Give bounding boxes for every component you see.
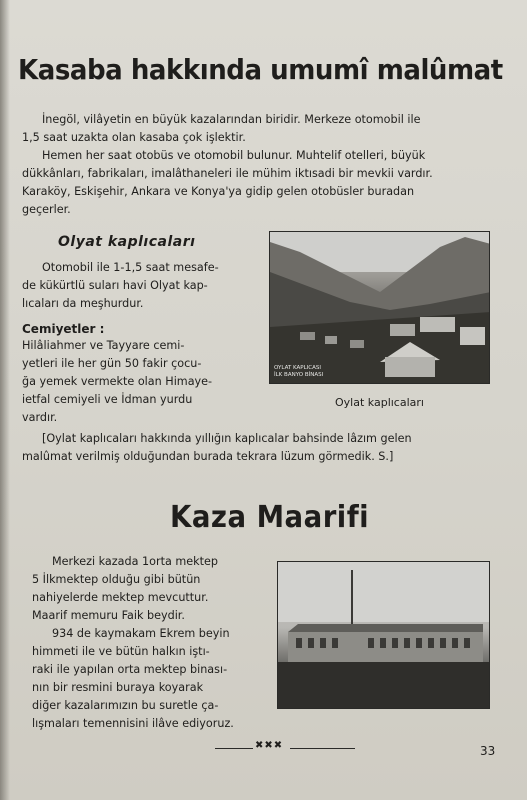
olyat-paragraph [22, 259, 250, 313]
text-line: dükkânları, fabrikaları, imalâthaneleri ile mühim iktısadi bir mevkii vardır. [22, 167, 433, 180]
cemiyetler-paragraph [22, 337, 250, 427]
photo-inscription: OYLAT KAPLICASI İLK BANYO BİNASI [274, 365, 324, 378]
text-line: nahiyelerde mektep mevcuttur. [32, 591, 209, 604]
text-line: Otomobil ile 1-1,5 saat mesafe- [42, 261, 219, 274]
text-line: ietfal cemiyeli ve İdman yurdu [22, 393, 193, 406]
text-line: lışmaları temennisini ilâve ediyoruz. [32, 717, 234, 730]
text-line: İnegöl, vilâyetin en büyük kazalarından biridir. Merkeze otomobil ile [42, 113, 421, 126]
text-line: Hemen her saat otobüs ve otomobil bulunur. Muhtelif otelleri, büyük [42, 149, 426, 162]
maarif-paragraph [32, 553, 267, 733]
footer-rule-left [215, 748, 253, 749]
text-line: 934 de kaymakam Ekrem beyin [52, 627, 230, 640]
text-line: vardır. [22, 411, 58, 424]
text-line: 5 İlkmektep olduğu gibi bütün [32, 573, 201, 586]
text-line: nın bir resmini buraya koyarak [32, 681, 204, 694]
footer-ornament: ✖✖✖ [255, 740, 284, 751]
text-line: diğer kazalarımızın bu suretle ça- [32, 699, 219, 712]
text-line: Merkezi kazada 1orta mektep [52, 555, 219, 568]
text-line: de kükürtlü suları havi Olyat kap- [22, 279, 208, 292]
section-title-maarif: Kaza Maarifi [170, 500, 370, 535]
text-line: Maarif memuru Faik beydir. [32, 609, 185, 622]
intro-paragraph [22, 111, 494, 219]
text-line: raki ile yapılan orta mektep binası- [32, 663, 228, 676]
text-line: [Oylat kaplıcaları hakkında yıllığın kaplıcalar bahsinde lâzım gelen [42, 432, 412, 445]
text-line: ğa yemek vermekte olan Himaye- [22, 375, 213, 388]
page-edge-shadow [0, 0, 10, 800]
text-line: 1,5 saat uzakta olan kasaba çok işlektir. [22, 131, 246, 144]
text-line: Karaköy, Eskişehir, Ankara ve Konya'ya gidip gelen otobüsler buradan [22, 185, 415, 198]
photo-caption: Oylat kaplıcaları [335, 396, 424, 409]
text-line: yetleri ile her gün 50 fakir çocu- [22, 357, 202, 370]
oylat-spa-photo [269, 231, 490, 384]
cemiyetler-heading: Cemiyetler : [22, 322, 105, 336]
text-line: geçerler. [22, 203, 71, 216]
text-line: lıcaları da meşhurdur. [22, 297, 144, 310]
editor-note [22, 430, 502, 466]
text-line: malûmat verilmiş olduğundan burada tekrara lüzum görmedik. S.] [22, 450, 394, 463]
text-line: himmeti ile ve bütün halkın iştı- [32, 645, 210, 658]
footer-rule-right [290, 748, 355, 749]
school-building-photo [277, 561, 490, 709]
text-line: Hilâliahmer ve Tayyare cemi- [22, 339, 185, 352]
olyat-heading: Olyat kaplıcaları [58, 234, 196, 250]
page-title: Kasaba hakkında umumî malûmat [18, 53, 503, 86]
page-number: 33 [480, 744, 496, 758]
